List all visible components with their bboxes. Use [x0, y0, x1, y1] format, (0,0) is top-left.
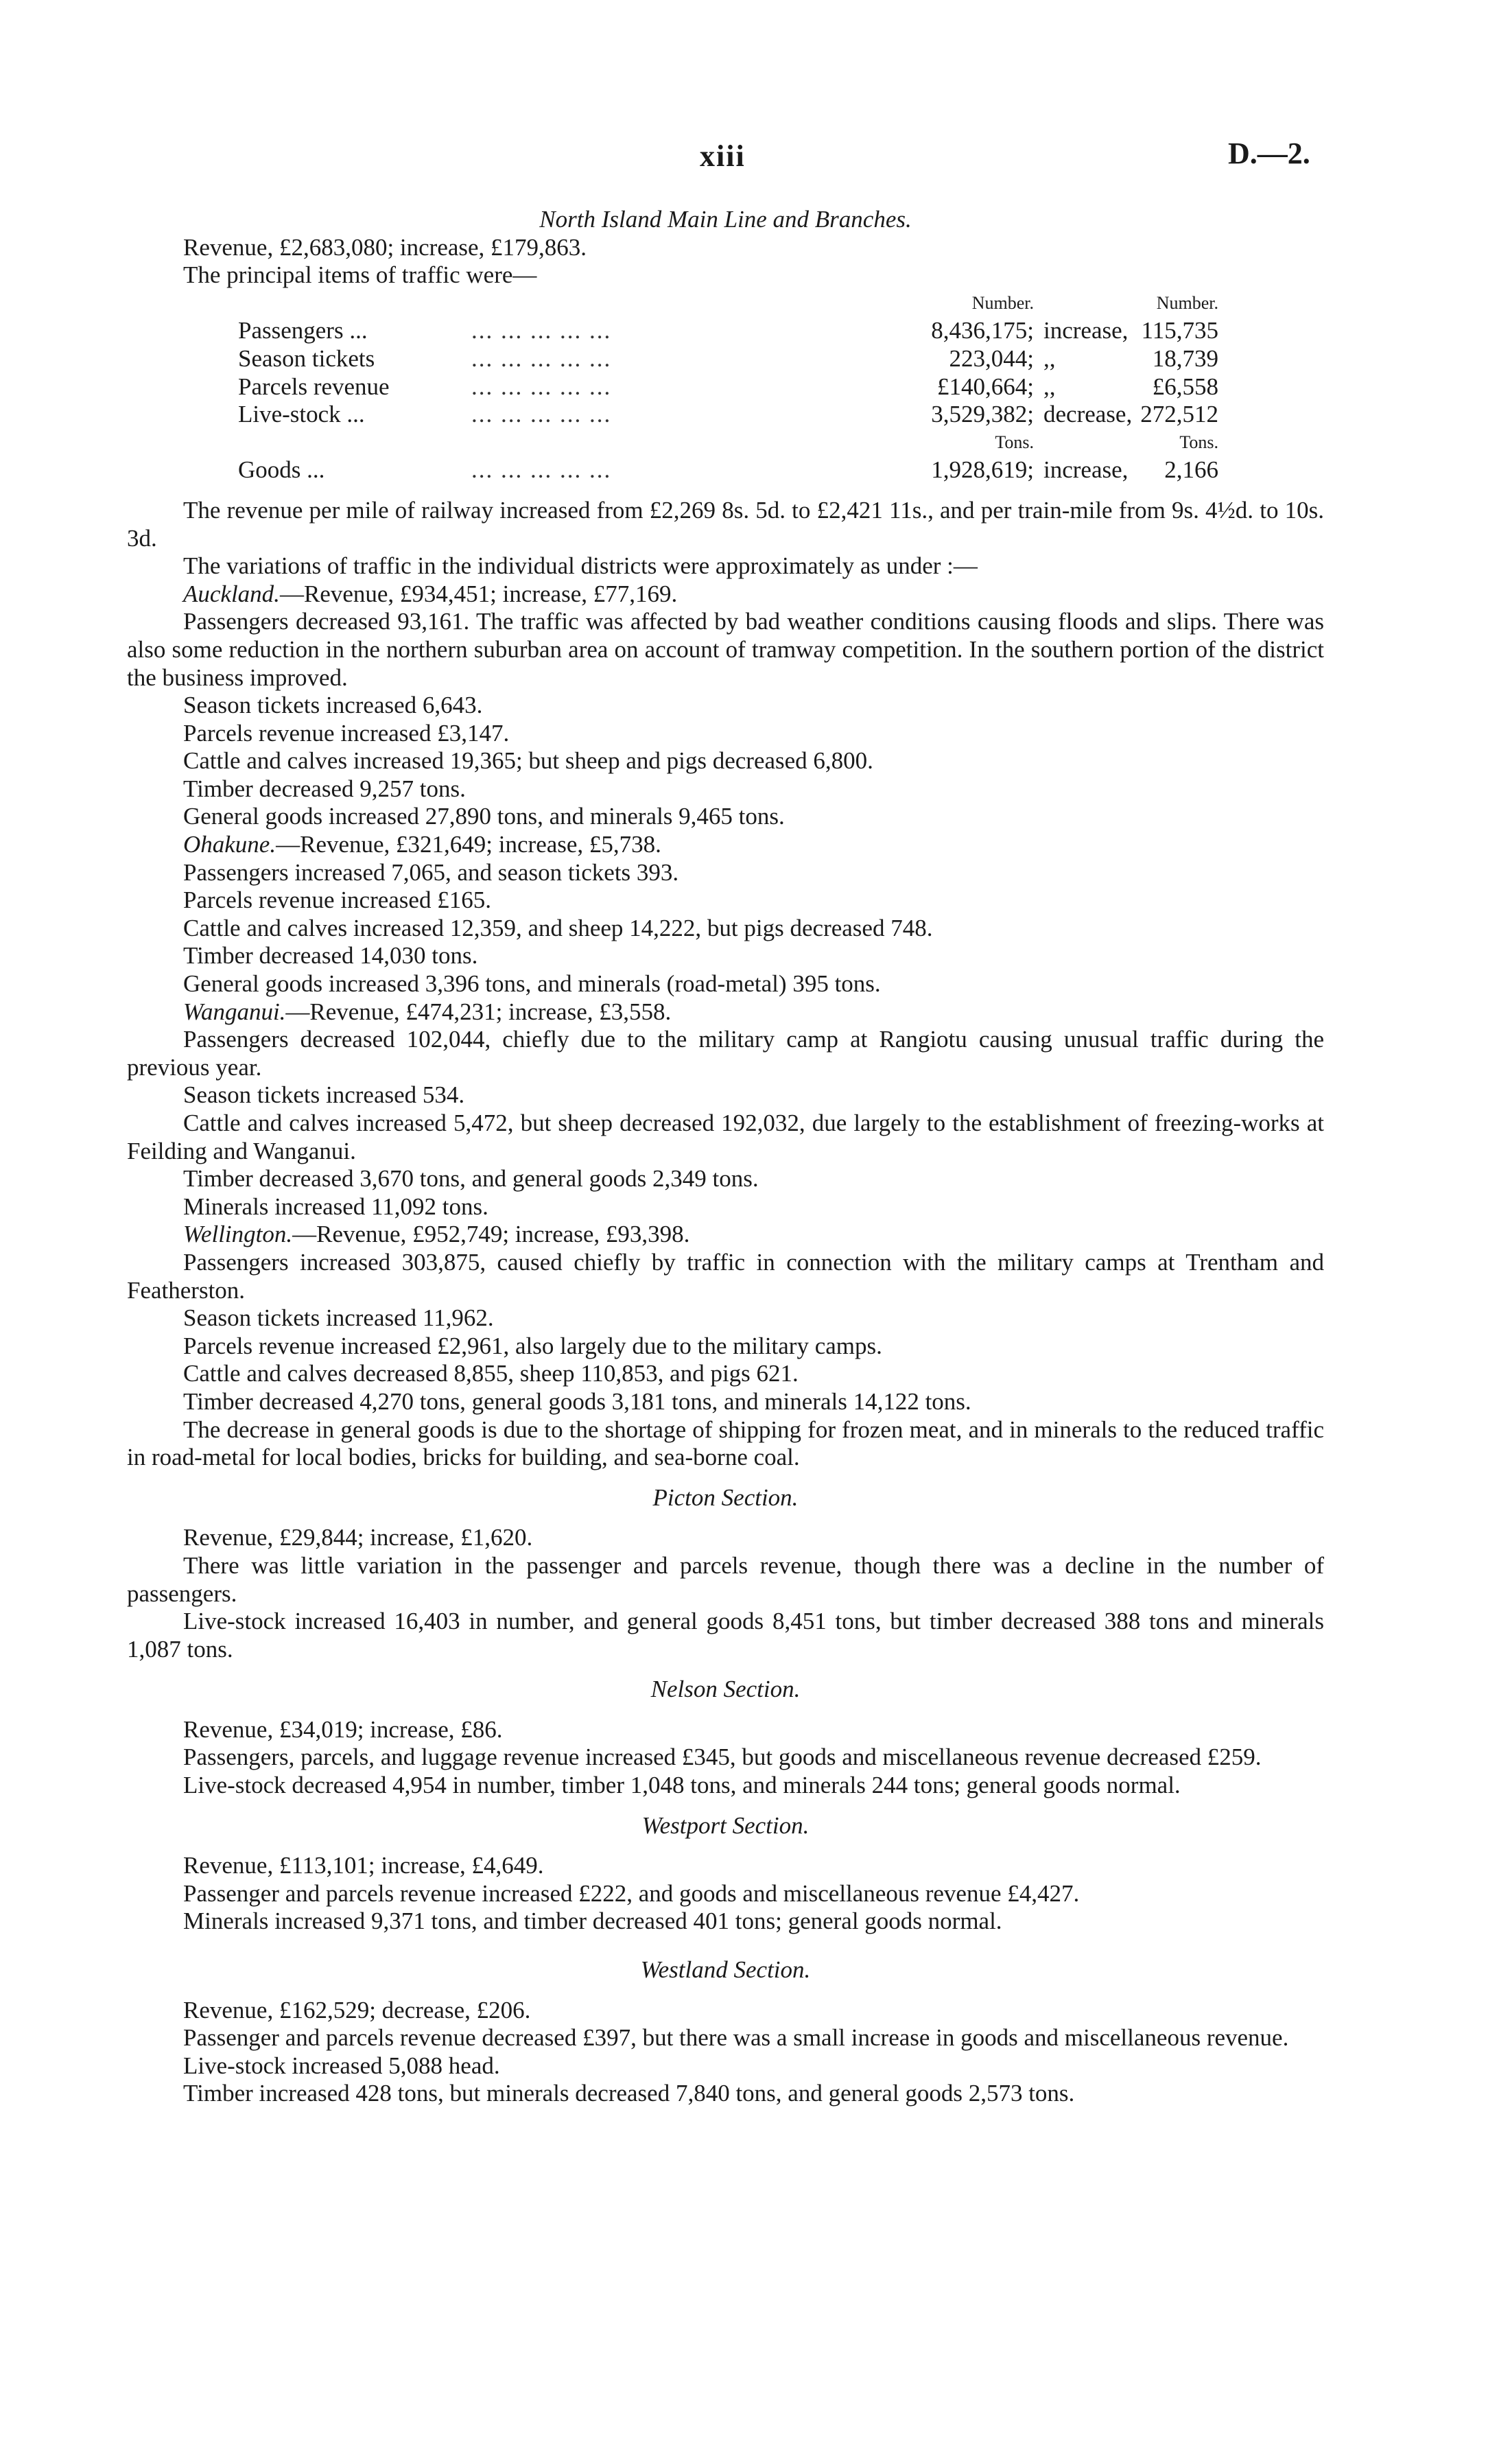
- row-label: Live-stock ...: [238, 401, 365, 428]
- picton-revenue: Revenue, £29,844; increase, £1,620.: [183, 1524, 533, 1551]
- paragraph: Timber decreased 3,670 tons, and general goods 2,349 tons.: [183, 1165, 759, 1193]
- column-header-number: Number.: [971, 292, 1034, 313]
- table-row: [238, 317, 1218, 345]
- paragraph: Season tickets increased 534.: [183, 1081, 465, 1109]
- nelson-revenue: Revenue, £34,019; increase, £86.: [183, 1715, 503, 1743]
- paragraph: General goods increased 3,396 tons, and minerals (road-metal) 395 tons.: [183, 970, 881, 998]
- westland-revenue: Revenue, £162,529; decrease, £206.: [183, 1996, 531, 2023]
- section-heading-north-island: North Island Main Line and Branches.: [539, 206, 912, 233]
- paragraph: Timber decreased 14,030 tons.: [183, 942, 478, 970]
- row-change: increase,: [1043, 456, 1129, 484]
- wellington-revenue-line: [127, 1221, 1324, 1249]
- paragraph: The decrease in general goods is due to the shortage of shipping for frozen meat, and in minerals to the reduced traffic in road-metal for local bodies, bricks for building, and sea-borne coal.: [127, 1416, 1324, 1471]
- paragraph: Parcels revenue increased £165.: [183, 887, 491, 914]
- row-value: £140,664;: [937, 373, 1034, 400]
- row-value: 223,044;: [949, 344, 1034, 372]
- wellington-revenue: —Revenue, £952,749; increase, £93,398.: [292, 1221, 690, 1248]
- section-heading-picton: Picton Section.: [652, 1483, 799, 1511]
- section-heading-westport: Westport Section.: [641, 1811, 810, 1839]
- row-amount: 18,739: [1152, 344, 1218, 372]
- section-heading-westland: Westland Section.: [640, 1956, 811, 1984]
- paragraph: Cattle and calves decreased 8,855, sheep 110,853, and pigs 621.: [183, 1360, 799, 1387]
- paragraph: Passenger and parcels revenue increased £222, and goods and miscellaneous revenue £4,427.: [183, 1879, 1080, 1907]
- section-heading-nelson: Nelson Section.: [650, 1676, 801, 1703]
- paragraph: Cattle and calves increased 19,365; but sheep and pigs decreased 6,800.: [183, 747, 873, 775]
- district-name-wellington: Wellington.: [183, 1221, 293, 1248]
- variations-intro: The variations of traffic in the individual districts were approximately as under :—: [183, 552, 978, 580]
- paragraph: Cattle and calves increased 12,359, and sheep 14,222, but pigs decreased 748.: [183, 914, 933, 941]
- paragraph: Season tickets increased 11,962.: [183, 1304, 494, 1332]
- traffic-table: [238, 290, 1218, 484]
- revenue-per-mile: The revenue per mile of railway increased from £2,269 8s. 5d. to £2,421 11s., and per train-mile from 9s. 4½d. to 10s. 3d.: [127, 496, 1324, 552]
- district-name-wanganui: Wanganui.: [183, 998, 286, 1025]
- traffic-intro: The principal items of traffic were—: [183, 261, 537, 289]
- auckland-revenue: —Revenue, £934,451; increase, £77,169.: [279, 580, 678, 607]
- wanganui-revenue-line: [127, 998, 1324, 1026]
- paragraph: Minerals increased 9,371 tons, and timber decreased 401 tons; general goods normal.: [183, 1908, 1002, 1935]
- row-label: Passengers ...: [238, 317, 368, 344]
- ohakune-revenue-line: [127, 831, 1324, 859]
- leader-dots: ... ... ... ... ...: [471, 456, 612, 484]
- paragraph: Passengers increased 303,875, caused chiefly by traffic in connection with the military camps at Trentham and Featherston.: [127, 1248, 1324, 1304]
- paragraph: Passengers increased 7,065, and season tickets 393.: [183, 858, 679, 886]
- table-row: [238, 401, 1218, 429]
- paragraph: Live-stock increased 5,088 head.: [183, 2052, 500, 2079]
- paragraph: Cattle and calves increased 5,472, but sheep decreased 192,032, due largely to the establishment of freezing-works at Feilding and Wanganui.: [127, 1110, 1324, 1164]
- row-value: 8,436,175;: [931, 317, 1034, 344]
- paragraph: Parcels revenue increased £2,961, also largely due to the military camps.: [183, 1332, 882, 1359]
- row-change: decrease,: [1043, 401, 1133, 428]
- district-name-ohakune: Ohakune.: [183, 831, 276, 858]
- document-body: [127, 206, 1324, 2108]
- paragraph: Minerals increased 11,092 tons.: [183, 1193, 488, 1220]
- row-label: Parcels revenue: [238, 373, 390, 400]
- row-amount: 115,735: [1141, 317, 1218, 344]
- table-header-row-tons: [238, 429, 1218, 457]
- row-change: ,,: [1043, 344, 1056, 372]
- paragraph: Live-stock increased 16,403 in number, and general goods 8,451 tons, but timber decreased 388 tons and minerals 1,087 tons.: [127, 1608, 1324, 1663]
- paragraph: Passengers, parcels, and luggage revenue increased £345, but goods and miscellaneous revenue decreased £259.: [183, 1744, 1262, 1771]
- column-header-tons: Tons.: [995, 432, 1034, 452]
- page-number: xiii: [700, 139, 746, 173]
- paragraph: Passengers decreased 102,044, chiefly due to the military camp at Rangiotu causing unusual traffic during the previous year.: [127, 1026, 1324, 1081]
- paragraph: Timber decreased 4,270 tons, general goods 3,181 tons, and minerals 14,122 tons.: [183, 1387, 971, 1415]
- ohakune-revenue: —Revenue, £321,649; increase, £5,738.: [276, 831, 661, 858]
- leader-dots: ... ... ... ... ...: [471, 401, 612, 428]
- column-header-tons-change: Tons.: [1179, 432, 1218, 452]
- row-change: increase,: [1043, 317, 1129, 344]
- leader-dots: ... ... ... ... ...: [471, 373, 612, 400]
- row-value: 1,928,619;: [931, 456, 1034, 484]
- leader-dots: ... ... ... ... ...: [471, 344, 612, 372]
- row-label: Season tickets: [238, 344, 375, 372]
- auckland-revenue-line: [127, 580, 1324, 609]
- paragraph: Passenger and parcels revenue decreased £397, but there was a small increase in goods and miscellaneous revenue.: [183, 2024, 1289, 2052]
- table-header-row: [238, 290, 1218, 318]
- paragraph: There was little variation in the passenger and parcels revenue, though there was a decline in the number of passengers.: [127, 1551, 1324, 1607]
- wanganui-revenue: —Revenue, £474,231; increase, £3,558.: [285, 998, 672, 1025]
- row-value: 3,529,382;: [931, 401, 1034, 428]
- row-amount: 2,166: [1164, 456, 1218, 484]
- table-row: [238, 345, 1218, 373]
- paragraph: Parcels revenue increased £3,147.: [183, 719, 510, 747]
- leader-dots: ... ... ... ... ...: [471, 317, 612, 344]
- row-amount: £6,558: [1152, 373, 1218, 400]
- paragraph: Live-stock decreased 4,954 in number, timber 1,048 tons, and minerals 244 tons; general goods normal.: [183, 1772, 1181, 1799]
- paragraph: Passengers decreased 93,161. The traffic was affected by bad weather conditions causing floods and slips. There was also some reduction in the northern suburban area on account of tramway competition. In the southern portion of the district the business improved.: [127, 608, 1324, 691]
- table-row: [238, 456, 1218, 484]
- document-reference: D.—2.: [1228, 137, 1310, 170]
- row-label: Goods ...: [238, 456, 325, 484]
- paragraph: Season tickets increased 6,643.: [183, 692, 483, 719]
- row-amount: 272,512: [1140, 401, 1218, 428]
- column-header-number-change: Number.: [1156, 292, 1218, 313]
- westport-revenue: Revenue, £113,101; increase, £4,649.: [183, 1852, 544, 1879]
- row-change: ,,: [1043, 373, 1056, 400]
- north-island-revenue: Revenue, £2,683,080; increase, £179,863.: [183, 233, 587, 261]
- district-name-auckland: Auckland.: [183, 580, 280, 607]
- table-row: [238, 373, 1218, 401]
- paragraph: General goods increased 27,890 tons, and minerals 9,465 tons.: [183, 803, 785, 830]
- paragraph: Timber increased 428 tons, but minerals decreased 7,840 tons, and general goods 2,573 tons.: [183, 2080, 1075, 2107]
- paragraph: Timber decreased 9,257 tons.: [183, 775, 466, 802]
